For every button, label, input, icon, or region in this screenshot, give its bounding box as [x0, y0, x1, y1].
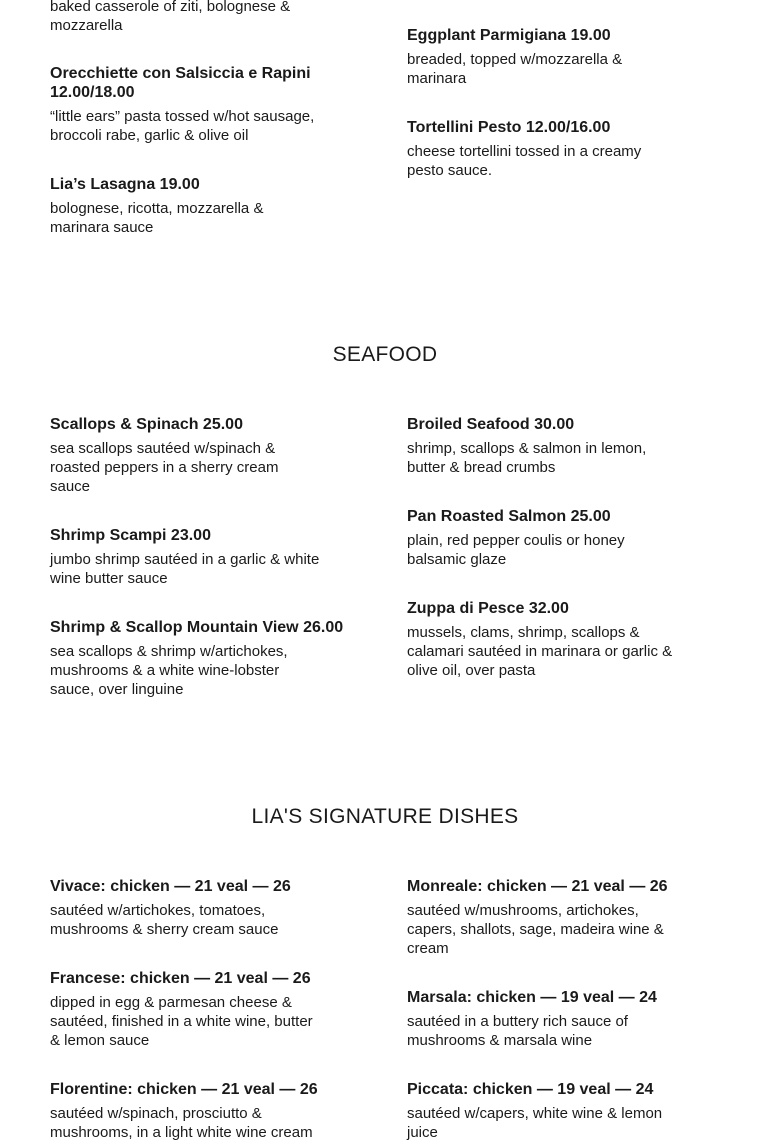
menu-item-vivace	[50, 877, 360, 939]
menu-item-name: Monreale: chicken — 21 veal — 26	[407, 878, 668, 895]
menu-item-description: “little ears” pasta tossed w/hot sausage, broccoli rabe, garlic & olive oil	[50, 108, 315, 144]
menu-item-description: breaded, topped w/mozzarella & marinara	[407, 51, 623, 87]
menu-item-monreale	[407, 877, 717, 958]
menu-item-scallops-spinach	[50, 415, 360, 496]
menu-item-name: Marsala: chicken — 19 veal — 24	[407, 989, 657, 1006]
menu-item-marsala	[407, 988, 717, 1050]
menu-item-piccata	[407, 1080, 717, 1142]
menu-item-broiled-seafood	[407, 415, 717, 477]
menu-item-florentine	[50, 1080, 360, 1142]
menu-item-name: Shrimp & Scallop Mountain View 26.00	[50, 619, 344, 636]
menu-item-description: sautéed w/artichokes, tomatoes, mushrooms & sherry cream sauce	[50, 902, 279, 938]
menu-item-description: shrimp, scallops & salmon in lemon, butter & bread crumbs	[407, 440, 647, 476]
menu-item-description: baked casserole of ziti, bolognese & mozzarella	[50, 0, 291, 34]
menu-item-description: cheese tortellini tossed in a creamy pesto sauce.	[407, 143, 642, 179]
menu-item-description: sautéed w/capers, white wine & lemon juice	[407, 1105, 663, 1141]
menu-item-description: jumbo shrimp sautéed in a garlic & white wine butter sauce	[50, 551, 320, 587]
menu-item-description: sautéed w/spinach, prosciutto & mushrooms, in a light white wine cream	[50, 1105, 313, 1141]
menu-item-eggplant-parmigiana	[407, 26, 717, 88]
menu-item-name: Broiled Seafood 30.00	[407, 416, 575, 433]
menu-item-name: Shrimp Scampi 23.00	[50, 527, 211, 544]
menu-item-name: Francese: chicken — 21 veal — 26	[50, 970, 311, 987]
menu-item-orecchiette	[50, 64, 360, 145]
menu-item-shrimp-scallop-mountain-view	[50, 618, 360, 699]
menu-item-name: Vivace: chicken — 21 veal — 26	[50, 878, 291, 895]
menu-item-tortellini-pesto	[407, 118, 717, 180]
menu-item-description: dipped in egg & parmesan cheese & sautéed, finished in a white wine, butter & lemon sauce	[50, 994, 313, 1049]
menu-item-name: Orecchiette con Salsiccia e Rapini 12.00/18.00	[50, 65, 311, 101]
menu-item-francese	[50, 969, 360, 1050]
menu-item-name: Scallops & Spinach 25.00	[50, 416, 243, 433]
menu-item-lasagna	[50, 175, 360, 237]
menu-item-baked-ziti-partial	[50, 0, 360, 35]
menu-item-name: Florentine: chicken — 21 veal — 26	[50, 1081, 318, 1098]
section-title-signature-dishes: LIA'S SIGNATURE DISHES	[251, 805, 519, 828]
menu-item-description: sautéed in a buttery rich sauce of mushrooms & marsala wine	[407, 1013, 628, 1049]
menu-item-zuppa-di-pesce	[407, 599, 717, 680]
menu-item-name: Zuppa di Pesce 32.00	[407, 600, 569, 617]
menu-item-name: Lia’s Lasagna 19.00	[50, 176, 200, 193]
menu-item-description: sautéed w/mushrooms, artichokes, capers, shallots, sage, madeira wine & cream	[407, 902, 664, 957]
menu-item-shrimp-scampi	[50, 526, 360, 588]
menu-item-pan-roasted-salmon	[407, 507, 717, 569]
menu-item-description: bolognese, ricotta, mozzarella & marinara sauce	[50, 200, 264, 236]
menu-item-name: Eggplant Parmigiana 19.00	[407, 27, 611, 44]
menu-item-description: sea scallops & shrimp w/artichokes, mushrooms & a white wine-lobster sauce, over linguine	[50, 643, 288, 698]
menu-item-description: sea scallops sautéed w/spinach & roasted peppers in a sherry cream sauce	[50, 440, 279, 495]
menu-item-name: Tortellini Pesto 12.00/16.00	[407, 119, 611, 136]
menu-item-description: plain, red pepper coulis or honey balsamic glaze	[407, 532, 625, 568]
section-title-seafood: SEAFOOD	[332, 343, 438, 366]
menu-item-description: mussels, clams, shrimp, scallops & calamari sautéed in marinara or garlic & olive oil, over pasta	[407, 624, 673, 679]
menu-item-name: Piccata: chicken — 19 veal — 24	[407, 1081, 654, 1098]
menu-item-name: Pan Roasted Salmon 25.00	[407, 508, 611, 525]
